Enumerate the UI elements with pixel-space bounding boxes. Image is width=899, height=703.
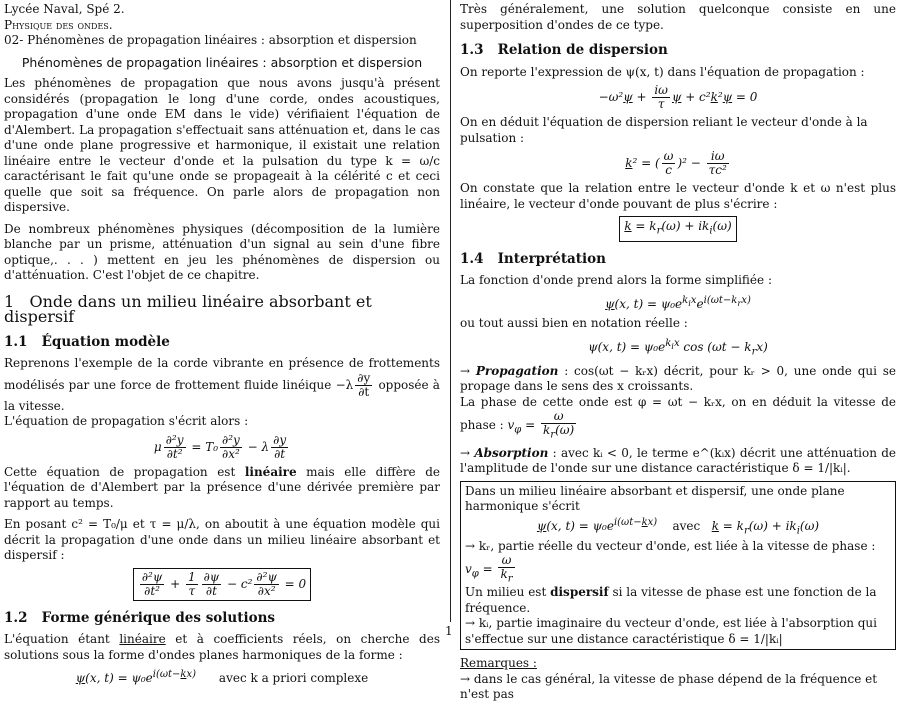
summary-box <box>460 481 896 651</box>
s11-paragraph-3 <box>4 465 440 512</box>
s11-p3-text-a: Cette équation de propagation est <box>4 464 236 479</box>
intro-paragraph-2: De nombreux phénomènes physiques (décomposition de la lumière blanche par un prisme, atténuation d'un signal au sein d'une fibre optique,. . . ) mettent en jeu les phénomènes de dispersion ou d'atténuation. C'est l'objet de ce chapitre. <box>4 221 440 282</box>
absorption-text: : avec kᵢ < 0, le terme e^(kᵢx) décrit une atténuation de l'amplitude de l'onde sur une distance caractéristique δ = 1/|kᵢ|. <box>460 445 896 476</box>
plane-wave-suffix: avec k a priori complexe <box>218 671 369 685</box>
summary-line-4 <box>465 585 891 616</box>
summary-line-2: ψ(x, $t) = \psi_0e^{i(\omega t-kx)}$ avec $k = k_r(\omega) + ik_i(\omega)$ <box>536 516 820 537</box>
section-1-4-heading <box>460 252 896 268</box>
s13-paragraph-3: On constate que la relation entre le vecteur d'onde k et ω n'est plus linéaire, le vecteur d'onde pouvant de plus s'écrire : <box>460 181 896 211</box>
s12-p1-underlined: linéaire <box>119 632 166 646</box>
s13-paragraph-1: On reporte l'expression de ψ(x, t) dans l'équation de propagation : <box>460 64 865 79</box>
complex-wavevector: $k = k_r(\omega) + ik_i(\omega)$ <box>460 216 896 242</box>
summary-line-1: Dans un milieu linéaire absorbant et dispersif, une onde plane harmonique s'écrit <box>465 483 845 514</box>
absorption-item: → Absorption : avec kᵢ < 0, le terme e^(kᵢx) décrit une atténuation de l'amplitude de l'onde sur une distance caractéristique δ = 1/|kᵢ|. <box>460 445 896 476</box>
section-1-3-heading <box>460 43 896 59</box>
phase-text: La phase de cette onde est φ = ωt − kᵣx, on en déduit la vitesse de phase : <box>460 394 896 433</box>
section-1-2-number: 1.2 <box>4 609 28 626</box>
summary-line-5: → kᵢ, partie imaginaire du vecteur d'onde, est liée à l'absorption qui s'effectue sur une distance caractéristique δ = 1/|kᵢ| <box>465 616 877 646</box>
column-divider <box>450 0 451 622</box>
phase-velocity-text: La phase de cette onde est φ = ωt − kᵣx, on en déduit la vitesse de phase : $v_\varphi$ = $\frac{\omega}{k_r(\omega)}$ <box>460 394 896 441</box>
section-1-1-heading <box>4 335 440 351</box>
absorption-label: Absorption <box>474 445 549 460</box>
s11-paragraph-4: En posant c² = T₀/μ et τ = μ/λ, on aboutit à une équation modèle qui décrit la propagation d'une onde dans un milieu linéaire absorbant et dispersif : <box>4 517 440 562</box>
section-1-3-number: 1.3 <box>460 42 484 58</box>
right-column <box>460 2 896 703</box>
model-equation: $\frac{\text{∂²ψ}}{\text{∂t²}}$ + $\frac{1}{\tau}$ $\frac{\partial\psi}{\partial t}$ − c² $\frac{\text{∂²ψ}}{\text{∂x²}}$ = 0 <box>4 568 440 601</box>
page-number: 1 <box>445 624 453 638</box>
section-1-title: Onde dans un milieu linéaire absorbant et dispersif <box>4 291 372 326</box>
propagation-equation: μ $\frac{\text{∂²y}}{\text{∂t²}}$ = T₀ $\frac{\text{∂²y}}{\text{∂x²}}$ − λ $\frac{\partial y}{\partial t}$ <box>153 432 287 461</box>
left-column <box>4 2 440 691</box>
plane-wave-equation: ψ(x, $t) = \psi_0e^{i(\omega t-kx)}$ avec k a priori complexe <box>75 669 369 685</box>
s12-p1-text-a: L'équation étant <box>4 632 110 646</box>
summary-line-3: → kᵣ, partie réelle du vecteur d'onde, est liée à la vitesse de phase : $v_\varphi$ = $\frac{\omega}{k_r}$ <box>465 538 876 585</box>
simplified-wave-function: ψ(x, $t) = \psi_0e^{k_ix}e^{i(\omega t-k_rx)}$ <box>605 294 751 311</box>
s12-p1-text-b: et à coefficients réels, on cherche des solutions sous la forme d'ondes planes harmoniques de la forme : <box>4 632 440 662</box>
section-1-1-number: 1.1 <box>4 333 28 350</box>
dispersion-equation: k² = ( $\frac{\omega}{c}$ )² − $\frac{i\omega}{\text{τc²}}$ <box>625 149 727 177</box>
summary-l4-text-a: Un milieu est <box>465 585 547 600</box>
propagation-text: : cos(ωt − kᵣx) décrit, pour kᵣ > 0, une onde qui se propage dans le sens des x croissants. <box>460 363 896 394</box>
s11-paragraph-1: Reprenons l'exemple de la corde vibrante en présence de frottements modélisés par une force de frottement fluide linéique −λ $\frac{\partial y}{\partial t}$ opposée à la vitesse. <box>4 356 440 413</box>
s11-p3-bold: linéaire <box>244 464 297 479</box>
s14-paragraph-1: La fonction d'onde prend alors la forme simplifiée : <box>460 273 772 288</box>
section-1-4-number: 1.4 <box>460 250 484 267</box>
right-paragraph-1: Très généralement, une solution quelconque consiste en une superposition d'ondes de ce type. <box>460 2 896 32</box>
section-1-4-title: Interprétation <box>497 250 606 267</box>
header-chapter: 02- Phénomènes de propagation linéaires : absorption et dispersion <box>4 33 417 47</box>
propagation-label: Propagation <box>475 363 559 378</box>
s11-p3-text-b: mais elle diffère de l'équation de d'Alembert par la présence d'une dérivée première par rapport au temps. <box>4 464 440 510</box>
summary-l4-bold: dispersif <box>550 585 609 600</box>
summary-l5-text: kᵢ, partie imaginaire du vecteur d'onde, est liée à l'absorption qui s'effectue sur une distance caractéristique δ = 1/|kᵢ| <box>465 616 877 646</box>
remark-1: → dans le cas général, la vitesse de phase dépend de la fréquence et n'est pas <box>460 671 878 702</box>
header-course: Physique des ondes. <box>4 17 113 32</box>
section-1-2-heading <box>4 611 440 627</box>
section-1-number: 1 <box>4 291 15 311</box>
section-1-heading <box>4 291 440 326</box>
summary-avec: avec <box>672 518 701 533</box>
real-wave-function: ψ(x, $t) = \psi_0e^{k_ix}$ $\cos (\omega t - k_rx)$ <box>588 337 768 358</box>
remark-1-text: dans le cas général, la vitesse de phase dépend de la fréquence et n'est pas <box>460 671 878 702</box>
s14-paragraph-2: ou tout aussi bien en notation réelle : <box>460 316 688 331</box>
header-school: Lycée Naval, Spé 2. <box>4 2 125 16</box>
remarks-title-text: Remarques : <box>460 656 537 671</box>
remarks-title <box>460 656 896 672</box>
substituted-equation: −ω²ψ + $\frac{i\omega}{\tau}$ ψ + c²k²ψ = 0 <box>598 83 758 111</box>
section-1-1-title: Équation modèle <box>41 333 170 350</box>
s11-paragraph-2: L'équation de propagation s'écrit alors : <box>4 414 249 428</box>
s11-p1-text-b: opposée à la vitesse. <box>4 377 440 413</box>
document-title: Phénomènes de propagation linéaires : absorption et dispersion <box>21 54 423 70</box>
section-1-2-title: Forme générique des solutions <box>41 609 276 626</box>
intro-paragraph-1: Les phénomènes de propagation que nous avons jusqu'à présent considérés (propagation le long d'une corde, ondes acoustiques, propagation d'une onde EM dans le vide) vérifiaient l'équation de d'Alembert. La propagation s'effectuait sans atténuation et, dans le cas d'une onde plane progressive et harmonique, il existait une relation linéaire entre le vecteur d'onde et la pulsation du type k = ω/c caractérisant le fait qu'une onde se propageait à la célérité c et ceci quelle que soit sa fréquence. On parle alors de propagation non dispersive. <box>4 76 440 214</box>
summary-l4-text-b: si la vitesse de phase est une fonction de la fréquence. <box>465 585 877 615</box>
section-1-3-title: Relation de dispersion <box>497 42 668 58</box>
s11-p1-text-a: Reprenons l'exemple de la corde vibrante en présence de frottements modélisés par une force de frottement fluide linéique <box>4 356 440 392</box>
summary-l3-text: kᵣ, partie réelle du vecteur d'onde, est liée à la vitesse de phase : <box>478 538 876 553</box>
propagation-item: → Propagation : cos(ωt − kᵣx) décrit, pour kᵣ > 0, une onde qui se propage dans le sens des x croissants. <box>460 363 896 394</box>
s13-paragraph-2: On en déduit l'équation de dispersion reliant le vecteur d'onde à la pulsation : <box>460 115 868 145</box>
